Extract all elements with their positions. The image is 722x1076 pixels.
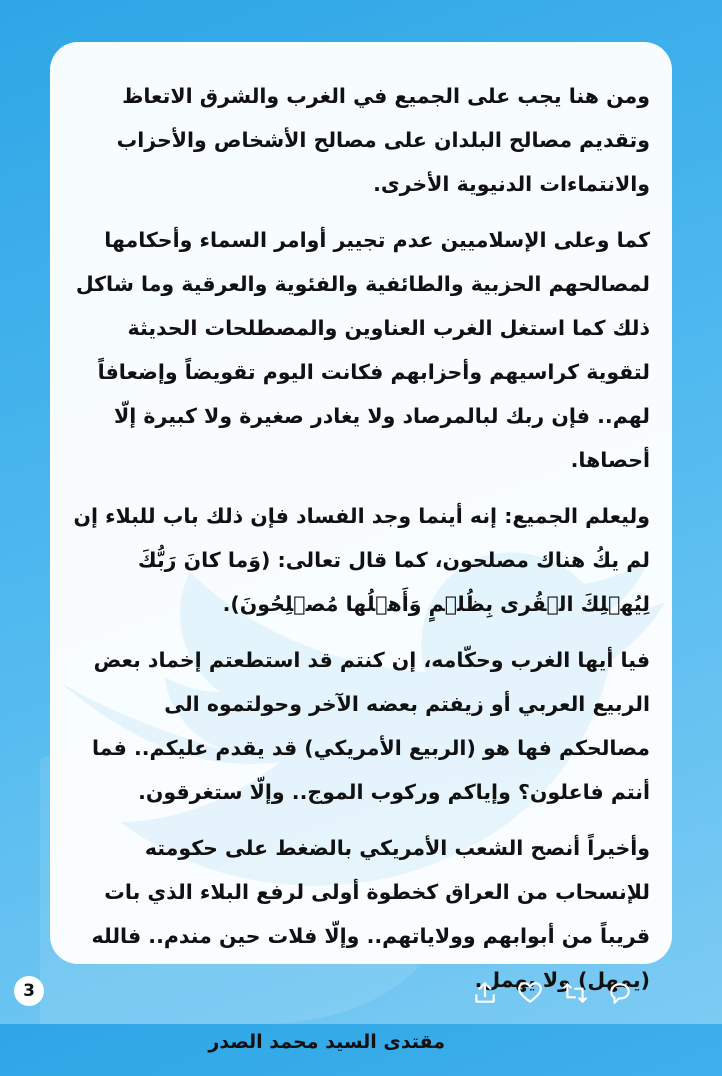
reply-icon xyxy=(607,980,633,1006)
tweet-image-card xyxy=(50,42,672,1053)
paragraph-2: كما وعلى الإسلاميين عدم تجيير أوامر السماء وأحكامها لمصالحهم الحزبية والطائفية والفئوية والعرقية وما شاكل ذلك كما استغل الغرب العناوين والمصطلحات الحديثة لتقوية كراسيهم وأحزابهم فكانت اليوم تقويضاً وإضعافاً لهم.. فإن ربك لبالمرصاد ولا يغادر صغيرة ولا كبيرة إلّا أحصاها. xyxy=(75,228,650,472)
retweet-icon xyxy=(562,980,588,1006)
signature: مقتدى السيد محمد الصدر xyxy=(208,1031,445,1053)
share-button[interactable] xyxy=(470,978,500,1008)
paragraph-1: ومن هنا يجب على الجميع في الغرب والشرق الاتعاظ وتقديم مصالح البلدان على مصالح الأشخاص والأحزاب والانتماءات الدنيوية الأخرى. xyxy=(116,84,650,196)
heart-icon xyxy=(517,980,543,1006)
paragraph-5: وأخيراً أنصح الشعب الأمريكي بالضغط على حكومته للإنسحاب من العراق كخطوة أولى لرفع البلاء الذي بات قريباً من أبوابهم وولاياتهم.. وإلّا فلات حين مندم.. فالله (يمهل) ولا يهمل. xyxy=(91,836,650,992)
share-icon xyxy=(472,980,498,1006)
tweet-action-bar xyxy=(470,978,650,1008)
post-text xyxy=(72,74,650,1076)
paragraph-4: فيا أيها الغرب وحكّامه، إن كنتم قد استطعتم إخماد بعض الربيع العربي أو زيفتم بعضه الآخر وحولتموه الى مصالحكم فها هو (الربيع الأمريكي) قد يقدم عليكم.. فما أنتم فاعلون؟ وإياكم وركوب الموج.. وإلّا ستغرقون. xyxy=(91,648,650,804)
paragraph-3: وليعلم الجميع: إنه أينما وجد الفساد فإن ذلك باب للبلاء إن لم يكُ هناك مصلحون، كما قال تعالى: (وَما كانَ رَبُّكَ لِيُهۡلِكَ الۡقُرى بِظُلۡمٍ وَأَهۡلُها مُصۡلِحُونَ). xyxy=(73,504,650,616)
retweet-button[interactable] xyxy=(560,978,590,1008)
page-number-badge: 3 xyxy=(14,976,44,1006)
like-button[interactable] xyxy=(515,978,545,1008)
reply-button[interactable] xyxy=(605,978,635,1008)
